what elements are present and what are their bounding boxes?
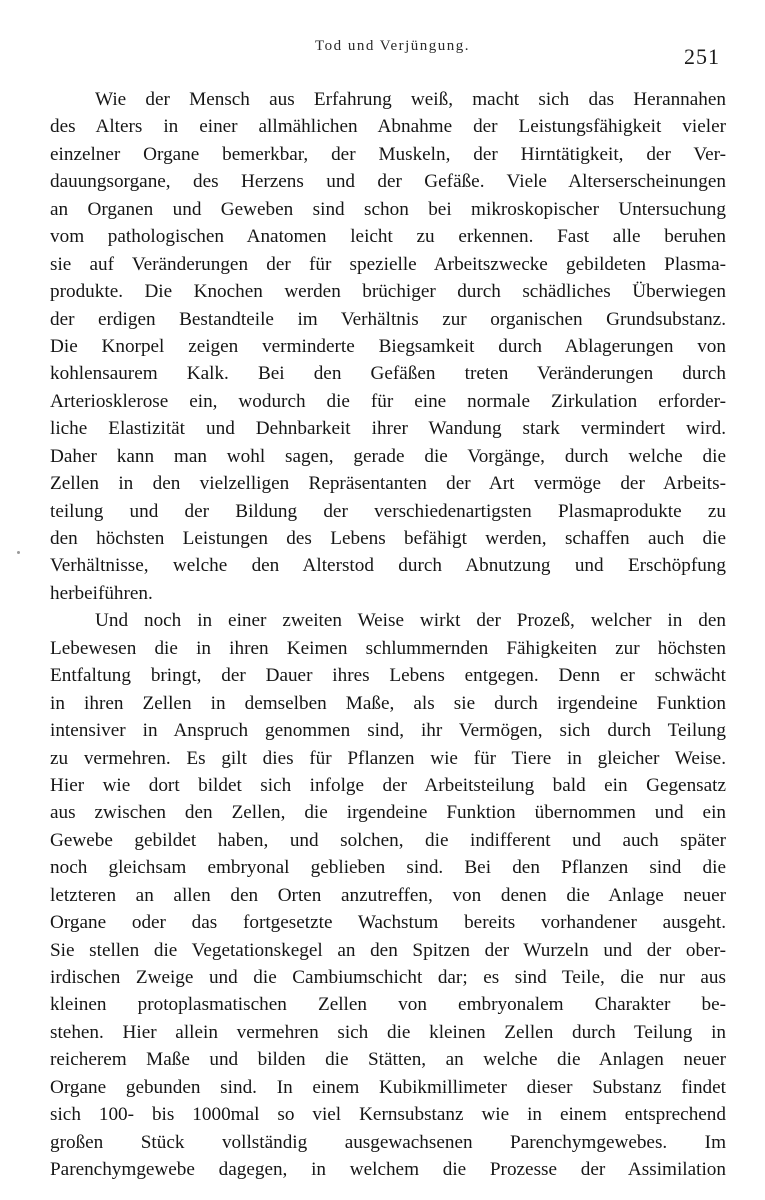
text-line: Entfaltung bringt, der Dauer ihres Lebens entgegen. Denn er schwächt (50, 665, 726, 687)
text-line: sich 100- bis 1000mal so viel Kernsubstanz wie in einem entsprechend (50, 1104, 726, 1126)
text-line: Organe oder das fortgesetzte Wachstum bereits vorhandener ausgeht. (50, 912, 726, 934)
text-line: vom pathologischen Anatomen leicht zu erkennen. Fast alle beruhen (50, 226, 726, 248)
text-line: großen Stück vollständig ausgewachsenen Parenchymgewebes. Im (50, 1131, 726, 1153)
text-line: Lebewesen die in ihren Keimen schlummernden Fähigkeiten zur höchsten (50, 637, 726, 659)
text-line: letzteren an allen den Orten anzutreffen, von denen die Anlage neuer (50, 884, 726, 906)
text-line: in ihren Zellen in demselben Maße, als sie durch irgendeine Funktion (50, 692, 726, 714)
text-line: irdischen Zweige und die Cambiumschicht dar; es sind Teile, die nur aus (50, 967, 726, 988)
text-line: Verhältnisse, welche den Alterstod durch Abnutzung und Erschöpfung (50, 555, 726, 577)
text-line: kohlensaurem Kalk. Bei den Gefäßen treten Veränderungen durch (50, 363, 726, 385)
text-line: aus zwischen den Zellen, die irgendeine Funktion übernommen und ein (50, 802, 726, 824)
text-line: teilung und der Bildung der verschiedenartigsten Plasmaprodukte zu (50, 500, 726, 522)
running-head: Tod und Verjüngung. (314, 38, 471, 54)
text-line: der erdigen Bestandteile im Verhältnis zur organischen Grundsubstanz. (50, 308, 726, 330)
text-line: noch gleichsam embryonal geblieben sind. Bei den Pflanzen sind die (50, 857, 726, 879)
text-line: Sie stellen die Vegetationskegel an den Spitzen der Wurzeln und der ober- (50, 939, 726, 961)
text-line: kleinen protoplasmatischen Zellen von embryonalem Charakter be- (50, 994, 726, 1016)
text-line: einzelner Organe bemerkbar, der Muskeln, der Hirntätigkeit, der Ver- (50, 143, 726, 165)
text-line: produkte. Die Knochen werden brüchiger durch schädliches Überwiegen (50, 281, 726, 303)
text-line: des Alters in einer allmählichen Abnahme der Leistungsfähigkeit vieler (50, 116, 726, 138)
paragraph-1 (50, 86, 726, 607)
text-line: Daher kann man wohl sagen, gerade die Vorgänge, durch welche die (50, 445, 726, 467)
text-line: Die Knorpel zeigen verminderte Biegsamkeit durch Ablagerungen von (50, 335, 726, 357)
text-line: liche Elastizität und Dehnbarkeit ihrer Wandung stark vermindert wird. (50, 418, 726, 440)
body-text (50, 86, 726, 1184)
text-line: intensiver in Anspruch genommen sind, ihr Vermögen, sich durch Teilung (50, 720, 726, 742)
text-line: Organe gebunden sind. In einem Kubikmillimeter dieser Substanz findet (50, 1076, 726, 1098)
text-line: Hier wie dort bildet sich infolge der Arbeitsteilung bald ein Gegensatz (50, 774, 726, 796)
text-line: den höchsten Leistungen des Lebens befähigt werden, schaffen auch die (50, 528, 726, 549)
print-speck (17, 551, 20, 554)
text-line: Und noch in einer zweiten Weise wirkt der Prozeß, welcher in den (95, 610, 726, 632)
text-line: stehen. Hier allein vermehren sich die kleinen Zellen durch Teilung in (50, 1021, 726, 1043)
text-line: Gewebe gebildet haben, und solchen, die indifferent und auch später (50, 829, 726, 851)
page-number: 251 (684, 44, 720, 69)
text-line: reicherem Maße und bilden die Stätten, an welche die Anlagen neuer (50, 1049, 726, 1071)
text-line: zu vermehren. Es gilt dies für Pflanzen wie für Tiere in gleicher Weise. (50, 747, 726, 769)
text-line: herbeiführen. (50, 582, 153, 604)
text-line: Parenchymgewebe dagegen, in welchem die Prozesse der Assimilation (50, 1159, 726, 1181)
text-line: Arteriosklerose ein, wodurch die für eine normale Zirkulation erforder- (50, 390, 726, 412)
paragraph-2 (50, 607, 726, 1183)
text-line: an Organen und Geweben sind schon bei mikroskopischer Untersuchung (50, 198, 726, 220)
text-line: Wie der Mensch aus Erfahrung weiß, macht sich das Herannahen (95, 89, 726, 110)
text-line: Zellen in den vielzelligen Repräsentanten der Art vermöge der Arbeits- (50, 473, 726, 495)
text-line: dauungsorgane, des Herzens und der Gefäße. Viele Alterserscheinungen (50, 171, 726, 193)
text-line: sie auf Veränderungen der für spezielle Arbeitszwecke gebildeten Plasma- (50, 253, 726, 275)
